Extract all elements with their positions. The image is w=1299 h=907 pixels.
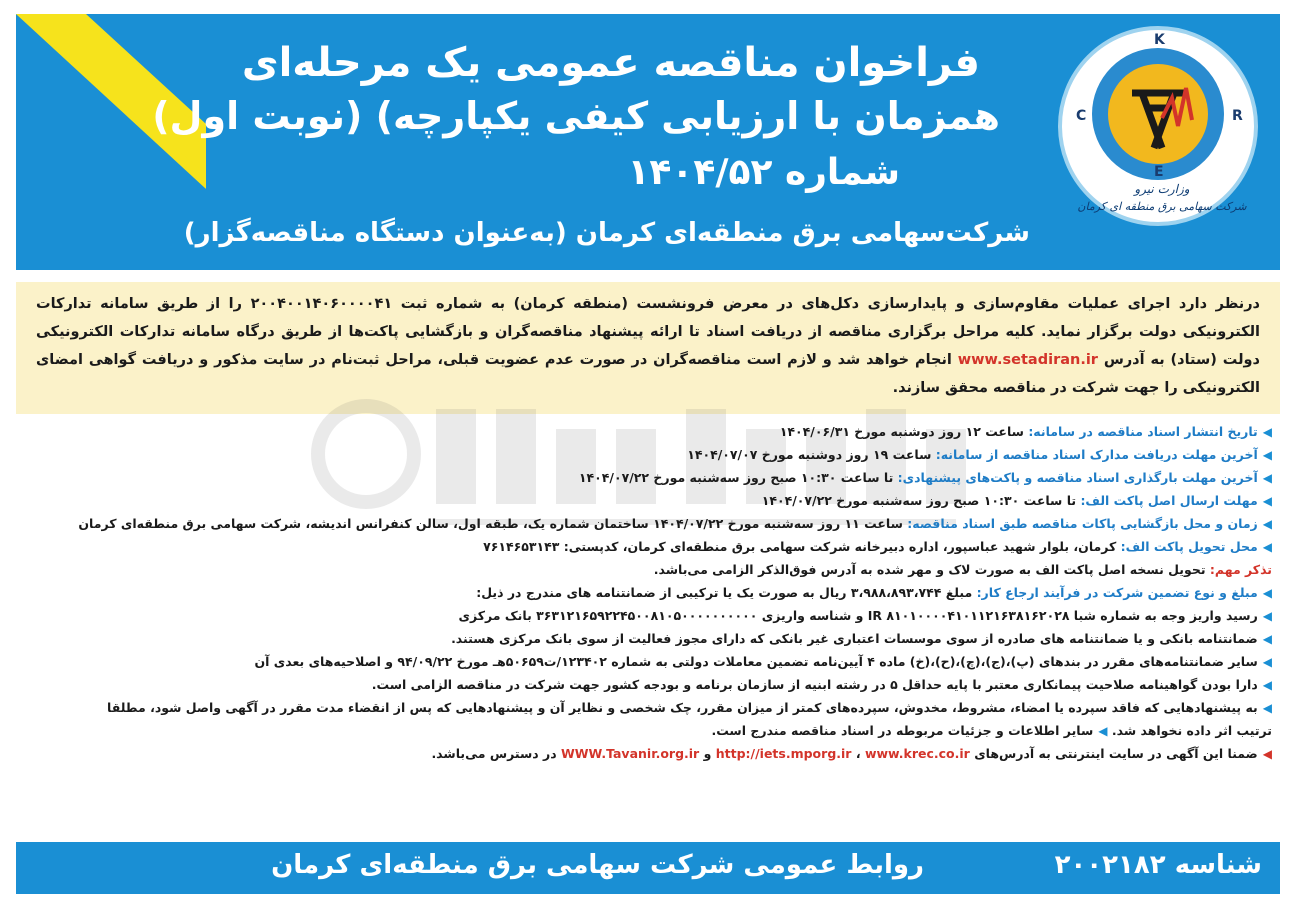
detail-value: ساعت ۱۱ روز سه‌شنبه مورخ ۱۴۰۴/۰۷/۲۲ ساختمان شماره یک، طبقه اول، سالن کنفرانس اندیشه، شرکت سهامی برق منطقه‌ای کرمان xyxy=(78,516,908,531)
logo-letter-k: K xyxy=(1154,32,1165,48)
condition-item xyxy=(16,627,1280,650)
detail-label: آخرین مهلت دریافت مدارک اسناد مناقصه از سامانه: xyxy=(935,447,1258,462)
detail-label: تاریخ انتشار اسناد مناقصه در سامانه: xyxy=(1028,424,1258,439)
condition-text: سایر ضمانتنامه‌های مقرر در بندهای (پ)،(ج)،(چ)،(ح)،(خ) ماده ۴ آیین‌نامه تضمین معاملات دولتی به شماره ۱۲۳۴۰۲/ت۵۰۶۵۹هـ مورخ ۹۴/۰۹/۲۲ و اصلاحیه‌های بعدی آن xyxy=(254,654,1258,669)
detail-publish-date xyxy=(16,420,1280,443)
title-line-1: فراخوان مناقصه عمومی یک مرحله‌ای xyxy=(241,40,980,86)
notice-text-2b: سایر اطلاعات و جزئیات مربوطه در اسناد مناقصه مندرج است. xyxy=(711,723,1094,738)
ad-id-label: شناسه ۲۰۰۲۱۸۲ xyxy=(1054,850,1262,880)
condition-item xyxy=(16,604,1280,627)
logo-letter-e: E xyxy=(1154,164,1164,180)
bullet-triangle-icon: ◀ xyxy=(1262,678,1272,692)
bullet-triangle-icon: ◀ xyxy=(1262,609,1272,623)
power-tower-icon xyxy=(1092,48,1224,180)
bullet-triangle-icon: ◀ xyxy=(1262,425,1272,439)
notice-text-1: به پیشنهادهایی که فاقد سپرده یا امضاء، مشروط، مخدوش، سپرده‌های کمتر از میزان مقرر، چک شخصی و نظایر آن و پیشنهادهایی که پس از انقضاء مدت مقرر در آگهی واصل شود، مطلقا xyxy=(107,700,1258,715)
condition-item xyxy=(16,650,1280,673)
detail-label: زمان و محل بازگشایی پاکات مناقصه طبق اسناد مناقصه: xyxy=(907,516,1258,531)
logo-emblem xyxy=(1092,48,1224,180)
notice-line-2 xyxy=(16,719,1280,742)
bullet-triangle-icon: ◀ xyxy=(1262,632,1272,646)
yellow-corner-decoration xyxy=(16,14,206,270)
guarantee-value: مبلغ ۳،۹۸۸،۸۹۳،۷۴۴ ریال به صورت یک یا ترکیبی از ضمانتنامه های مندرج در ذیل: xyxy=(476,585,977,600)
organizer-name: شرکت‌سهامی برق منطقه‌ای کرمان (به‌عنوان دستگاه مناقصه‌گزار) xyxy=(183,218,1030,248)
publisher-name: روابط عمومی شرکت سهامی برق منطقه‌ای کرمان xyxy=(271,850,924,880)
setadiran-link[interactable]: www.setadiran.ir xyxy=(957,352,1098,368)
reminder-label: تذکر مهم: xyxy=(1209,562,1272,577)
sites-and: و xyxy=(703,746,712,761)
detail-value: تا ساعت ۱۰:۳۰ صبح روز سه‌شنبه مورخ ۱۴۰۴/۰۷/۲۲ xyxy=(761,493,1081,508)
condition-text: ضمانتنامه بانکی و یا ضمانتنامه های صادره از سوی موسسات اعتباری غیر بانکی که دارای مجوز فعالیت از سوی بانک مرکزی هستند. xyxy=(451,631,1258,646)
condition-text: رسید واریز وجه به شماره شبا IR ۸۱۰۱۰۰۰۰۴۱۰۱۱۲۱۶۳۸۱۶۲۰۲۸ و شناسه واریزی ۳۶۳۱۲۱۶۵۹۲۲۴۵۰۰۸۱۰۵۰۰۰۰۰۰۰۰۰۰ بانک مرکزی xyxy=(458,608,1258,623)
bullet-triangle-icon: ◀ xyxy=(1262,494,1272,508)
bullet-triangle-icon: ◀ xyxy=(1262,517,1272,531)
detail-upload-deadline xyxy=(16,466,1280,489)
detail-value: ساعت ۱۲ روز دوشنبه مورخ ۱۴۰۴/۰۶/۳۱ xyxy=(779,424,1029,439)
bullet-triangle-icon: ◀ xyxy=(1262,747,1272,761)
bullet-triangle-icon: ◀ xyxy=(1098,724,1108,738)
tender-details-list xyxy=(16,420,1280,765)
logo-caption-ministry: وزارت نیرو xyxy=(1134,182,1190,196)
condition-item xyxy=(16,673,1280,696)
detail-value: کرمان، بلوار شهید عباسپور، اداره دبیرخانه شرکت سهامی برق منطقه‌ای کرمان، کدپستی: ۷۶۱۴۶۵۳۱۴۳ xyxy=(483,539,1121,554)
header-banner xyxy=(16,14,1280,270)
detail-document-deadline xyxy=(16,443,1280,466)
bullet-triangle-icon: ◀ xyxy=(1262,701,1272,715)
notice-text-2a: ترتیب اثر داده نخواهد شد. xyxy=(1111,723,1272,738)
sites-prefix: ضمنا این آگهی در سایت اینترنتی به آدرس‌های xyxy=(974,746,1258,761)
sites-separator: ، xyxy=(855,746,861,761)
detail-label: محل تحویل پاکت الف: xyxy=(1120,539,1258,554)
bullet-triangle-icon: ◀ xyxy=(1262,655,1272,669)
detail-value: ساعت ۱۹ روز دوشنبه مورخ ۱۴۰۴/۰۷/۰۷ xyxy=(687,447,936,462)
detail-envelope-a-deadline xyxy=(16,489,1280,512)
detail-label: آخرین مهلت بارگذاری اسناد مناقصه و پاکت‌های پیشنهادی: xyxy=(897,470,1258,485)
bullet-triangle-icon: ◀ xyxy=(1262,448,1272,462)
detail-opening-time-place xyxy=(16,512,1280,535)
guarantee-amount xyxy=(16,581,1280,604)
company-logo xyxy=(1058,26,1258,226)
title-line-3: شماره ۱۴۰۴/۵۲ xyxy=(627,152,900,193)
footer-bar xyxy=(16,842,1280,894)
title-line-2: همزمان با ارزیابی کیفی یکپارچه) (نوبت اول) xyxy=(152,94,1000,138)
bullet-triangle-icon: ◀ xyxy=(1262,471,1272,485)
logo-letter-c: C xyxy=(1076,108,1087,124)
detail-delivery-place xyxy=(16,535,1280,558)
tender-advertisement xyxy=(16,14,1280,894)
guarantee-label: مبلغ و نوع تضمین شرکت در فرآیند ارجاع کار: xyxy=(976,585,1258,600)
bullet-triangle-icon: ◀ xyxy=(1262,540,1272,554)
intro-text-before-url: درنظر دارد اجرای عملیات مقاوم‌سازی و پایدارسازی دکل‌های در معرض فرونشست (منطقه کرمان) به شماره ثبت ۲۰۰۴۰۰۱۴۰۶۰۰۰۰۴۱ را از طریق سامانه تدارکات الکترونیکی دولت برگزار نماید. کلیه مراحل برگزاری مناقصه از دریافت اسناد تا ارائه پیشنهاد مناقصه‌گران و بازگشایی پاکت‌ها از طریق درگاه سامانه تدارکات الکترونیکی دولت (ستاد) به آدرس xyxy=(36,296,1260,368)
tavanir-link[interactable]: WWW.Tavanir.org.ir xyxy=(560,746,700,761)
logo-letter-r: R xyxy=(1232,108,1243,124)
intro-text-after-url: انجام خواهد شد و لازم است مناقصه‌گران در صورت عدم عضویت قبلی، مراحل ثبت‌نام در سایت مذکور و دریافت گواهی امضای الکترونیکی را جهت شرکت در مناقصه محقق سازند. xyxy=(36,352,1260,396)
important-reminder xyxy=(16,558,1280,581)
detail-value: تا ساعت ۱۰:۳۰ صبح روز سه‌شنبه مورخ ۱۴۰۴/۰۷/۲۲ xyxy=(578,470,898,485)
notice-line-1 xyxy=(16,696,1280,719)
iets-link[interactable]: http://iets.mporg.ir xyxy=(715,746,852,761)
sites-suffix: در دسترس می‌باشد. xyxy=(431,746,557,761)
bullet-triangle-icon: ◀ xyxy=(1262,586,1272,600)
krec-link[interactable]: www.krec.co.ir xyxy=(864,746,970,761)
logo-caption-company: شرکت سهامی برق منطقه ای کرمان xyxy=(1077,200,1247,213)
reminder-value: تحویل نسخه اصل پاکت الف به صورت لاک و مهر شده به آدرس فوق‌الذکر الزامی می‌باشد. xyxy=(653,562,1210,577)
condition-text: دارا بودن گواهینامه صلاحیت پیمانکاری معتبر با پایه حداقل ۵ در رشته ابنیه از سازمان برنامه و بودجه کشور جهت شرکت در مناقصه الزامی است. xyxy=(371,677,1258,692)
detail-label: مهلت ارسال اصل پاکت الف: xyxy=(1080,493,1258,508)
websites-line xyxy=(16,742,1280,765)
